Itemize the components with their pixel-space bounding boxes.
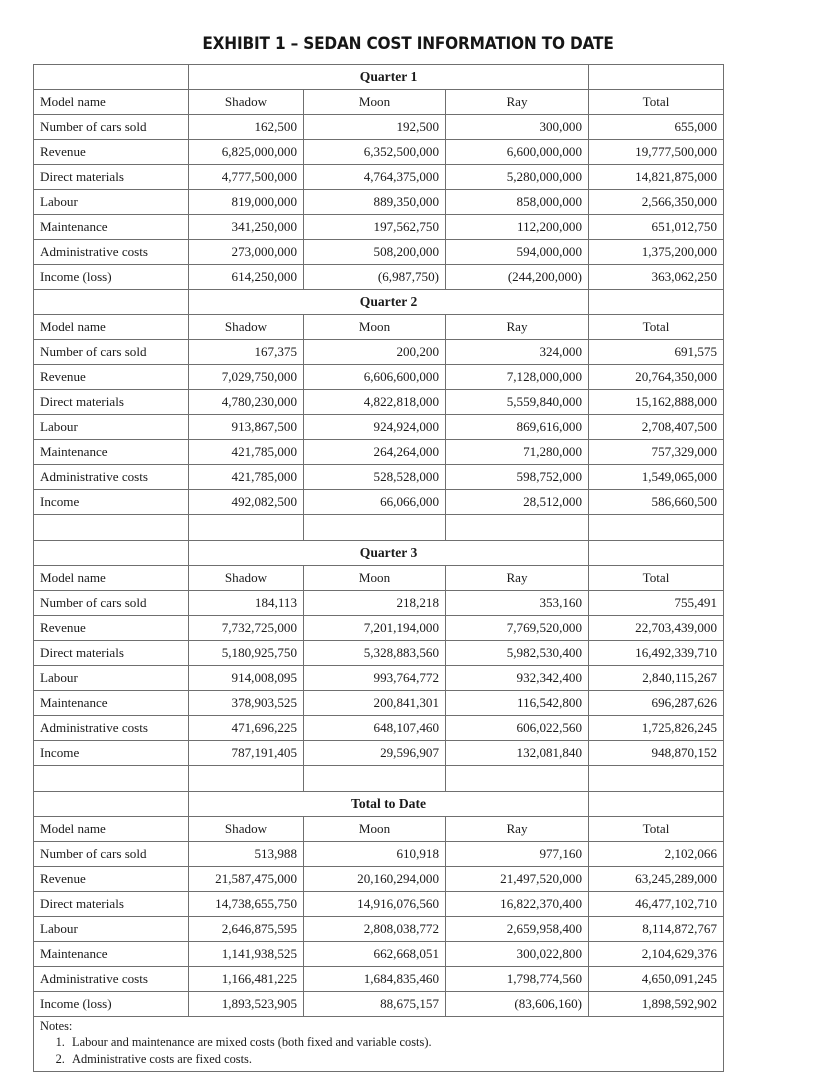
- cell-administrative-costs: 1,684,835,460: [304, 967, 446, 992]
- section-title: Quarter 2: [189, 290, 589, 315]
- row-label-direct-materials: Direct materials: [34, 641, 189, 666]
- table-row: [34, 666, 724, 691]
- cell-administrative-costs: 1,798,774,560: [446, 967, 589, 992]
- row-label-maintenance: Maintenance: [34, 440, 189, 465]
- row-label-income: Income (loss): [34, 992, 189, 1017]
- cell-cars-sold: 184,113: [189, 591, 304, 616]
- section-title-right-pad: [589, 541, 724, 566]
- cell-cars-sold: 324,000: [446, 340, 589, 365]
- cell-income: (6,987,750): [304, 265, 446, 290]
- cell-revenue: 20,160,294,000: [304, 867, 446, 892]
- cell-labour: 913,867,500: [189, 415, 304, 440]
- table-row: [34, 641, 724, 666]
- column-header-model-name: Model name: [34, 90, 189, 115]
- cell-income: 1,893,523,905: [189, 992, 304, 1017]
- cell-direct-materials: 5,180,925,750: [189, 641, 304, 666]
- cell-income: 492,082,500: [189, 490, 304, 515]
- section-title: Quarter 1: [189, 65, 589, 90]
- cell-direct-materials: 14,916,076,560: [304, 892, 446, 917]
- row-label-maintenance: Maintenance: [34, 215, 189, 240]
- cell-labour: 924,924,000: [304, 415, 446, 440]
- cell-maintenance: 71,280,000: [446, 440, 589, 465]
- cell-administrative-costs: 421,785,000: [189, 465, 304, 490]
- column-header-moon: Moon: [304, 817, 446, 842]
- cell-revenue: 6,825,000,000: [189, 140, 304, 165]
- cell-revenue: 7,732,725,000: [189, 616, 304, 641]
- table-row: [34, 867, 724, 892]
- cell-maintenance: 197,562,750: [304, 215, 446, 240]
- cell-income: 66,066,000: [304, 490, 446, 515]
- cell-labour: 2,566,350,000: [589, 190, 724, 215]
- cell-labour: 2,646,875,595: [189, 917, 304, 942]
- cell-cars-sold: 610,918: [304, 842, 446, 867]
- table-row: [34, 942, 724, 967]
- cell-labour: 2,659,958,400: [446, 917, 589, 942]
- column-header-model-name: Model name: [34, 817, 189, 842]
- cell-maintenance: 651,012,750: [589, 215, 724, 240]
- table-row: [34, 440, 724, 465]
- notes-list: [40, 1034, 717, 1067]
- cell-income: 29,596,907: [304, 741, 446, 766]
- spacer-cell: [189, 515, 304, 541]
- cell-cars-sold: 691,575: [589, 340, 724, 365]
- cell-direct-materials: 16,822,370,400: [446, 892, 589, 917]
- cell-cars-sold: 192,500: [304, 115, 446, 140]
- section-title-row: [34, 792, 724, 817]
- cell-income: 28,512,000: [446, 490, 589, 515]
- column-header-total: Total: [589, 90, 724, 115]
- row-label-administrative-costs: Administrative costs: [34, 240, 189, 265]
- table-row: [34, 165, 724, 190]
- row-label-maintenance: Maintenance: [34, 691, 189, 716]
- cell-revenue: 63,245,289,000: [589, 867, 724, 892]
- cell-direct-materials: 5,982,530,400: [446, 641, 589, 666]
- spacer-cell: [589, 766, 724, 792]
- table-row: [34, 390, 724, 415]
- row-label-labour: Labour: [34, 415, 189, 440]
- cell-revenue: 19,777,500,000: [589, 140, 724, 165]
- row-label-revenue: Revenue: [34, 616, 189, 641]
- column-header-model-name: Model name: [34, 315, 189, 340]
- cell-income: (244,200,000): [446, 265, 589, 290]
- table-row: [34, 340, 724, 365]
- row-label-income: Income (loss): [34, 265, 189, 290]
- cell-income: (83,606,160): [446, 992, 589, 1017]
- cell-revenue: 7,128,000,000: [446, 365, 589, 390]
- notes-row: [34, 1017, 724, 1072]
- cell-administrative-costs: 1,549,065,000: [589, 465, 724, 490]
- cell-administrative-costs: 606,022,560: [446, 716, 589, 741]
- table-row: [34, 465, 724, 490]
- cell-direct-materials: 4,822,818,000: [304, 390, 446, 415]
- note-item: 2. Administrative costs are fixed costs.: [68, 1051, 717, 1067]
- cell-direct-materials: 4,777,500,000: [189, 165, 304, 190]
- column-header-ray: Ray: [446, 90, 589, 115]
- column-header-moon: Moon: [304, 566, 446, 591]
- table-row: [34, 115, 724, 140]
- column-header-moon: Moon: [304, 90, 446, 115]
- cell-cars-sold: 977,160: [446, 842, 589, 867]
- row-label-revenue: Revenue: [34, 365, 189, 390]
- row-label-cars-sold: Number of cars sold: [34, 842, 189, 867]
- notes-heading: Notes:: [40, 1019, 73, 1033]
- section-title-left-pad: [34, 65, 189, 90]
- row-label-administrative-costs: Administrative costs: [34, 465, 189, 490]
- column-header-total: Total: [589, 566, 724, 591]
- section-title-right-pad: [589, 65, 724, 90]
- cell-cars-sold: 513,988: [189, 842, 304, 867]
- cell-income: 787,191,405: [189, 741, 304, 766]
- cell-administrative-costs: 4,650,091,245: [589, 967, 724, 992]
- notes-cell: [34, 1017, 724, 1072]
- cell-revenue: 6,352,500,000: [304, 140, 446, 165]
- spacer-cell: [34, 515, 189, 541]
- cell-administrative-costs: 528,528,000: [304, 465, 446, 490]
- column-header-row: [34, 566, 724, 591]
- table-row: [34, 140, 724, 165]
- cell-maintenance: 378,903,525: [189, 691, 304, 716]
- row-label-income: Income: [34, 490, 189, 515]
- row-label-direct-materials: Direct materials: [34, 892, 189, 917]
- row-label-cars-sold: Number of cars sold: [34, 591, 189, 616]
- column-header-shadow: Shadow: [189, 817, 304, 842]
- table-row: [34, 892, 724, 917]
- row-label-direct-materials: Direct materials: [34, 390, 189, 415]
- cell-administrative-costs: 273,000,000: [189, 240, 304, 265]
- spacer-cell: [589, 515, 724, 541]
- spacer-cell: [304, 766, 446, 792]
- cell-administrative-costs: 1,375,200,000: [589, 240, 724, 265]
- cell-cars-sold: 162,500: [189, 115, 304, 140]
- row-label-direct-materials: Direct materials: [34, 165, 189, 190]
- cell-direct-materials: 4,764,375,000: [304, 165, 446, 190]
- table-row: [34, 917, 724, 942]
- table-row: [34, 691, 724, 716]
- section-title: Total to Date: [189, 792, 589, 817]
- cell-cars-sold: 2,102,066: [589, 842, 724, 867]
- row-label-revenue: Revenue: [34, 867, 189, 892]
- cell-cars-sold: 218,218: [304, 591, 446, 616]
- column-header-row: [34, 90, 724, 115]
- cell-cars-sold: 755,491: [589, 591, 724, 616]
- cell-maintenance: 662,668,051: [304, 942, 446, 967]
- cell-revenue: 6,600,000,000: [446, 140, 589, 165]
- row-label-labour: Labour: [34, 917, 189, 942]
- section-title-row: [34, 65, 724, 90]
- table-row: [34, 415, 724, 440]
- row-label-maintenance: Maintenance: [34, 942, 189, 967]
- cell-maintenance: 2,104,629,376: [589, 942, 724, 967]
- cell-labour: 8,114,872,767: [589, 917, 724, 942]
- cell-labour: 2,808,038,772: [304, 917, 446, 942]
- cell-labour: 889,350,000: [304, 190, 446, 215]
- cell-labour: 914,008,095: [189, 666, 304, 691]
- cell-labour: 858,000,000: [446, 190, 589, 215]
- cell-administrative-costs: 1,166,481,225: [189, 967, 304, 992]
- cell-labour: 2,708,407,500: [589, 415, 724, 440]
- cell-maintenance: 300,022,800: [446, 942, 589, 967]
- spacer-cell: [446, 515, 589, 541]
- table-row: [34, 616, 724, 641]
- row-label-revenue: Revenue: [34, 140, 189, 165]
- row-label-cars-sold: Number of cars sold: [34, 115, 189, 140]
- cell-labour: 2,840,115,267: [589, 666, 724, 691]
- row-label-labour: Labour: [34, 666, 189, 691]
- cell-labour: 993,764,772: [304, 666, 446, 691]
- cell-income: 948,870,152: [589, 741, 724, 766]
- cell-revenue: 7,029,750,000: [189, 365, 304, 390]
- table-row: [34, 265, 724, 290]
- table-row: [34, 967, 724, 992]
- row-label-labour: Labour: [34, 190, 189, 215]
- cell-direct-materials: 5,328,883,560: [304, 641, 446, 666]
- spacer-cell: [34, 766, 189, 792]
- column-header-shadow: Shadow: [189, 315, 304, 340]
- cell-income: 88,675,157: [304, 992, 446, 1017]
- cell-direct-materials: 15,162,888,000: [589, 390, 724, 415]
- section-title-left-pad: [34, 541, 189, 566]
- cell-maintenance: 696,287,626: [589, 691, 724, 716]
- cell-revenue: 7,769,520,000: [446, 616, 589, 641]
- cell-revenue: 21,587,475,000: [189, 867, 304, 892]
- cell-administrative-costs: 598,752,000: [446, 465, 589, 490]
- cell-maintenance: 264,264,000: [304, 440, 446, 465]
- column-header-model-name: Model name: [34, 566, 189, 591]
- cell-labour: 819,000,000: [189, 190, 304, 215]
- table-row: [34, 716, 724, 741]
- cell-maintenance: 757,329,000: [589, 440, 724, 465]
- cell-cars-sold: 167,375: [189, 340, 304, 365]
- table-row: [34, 190, 724, 215]
- cell-direct-materials: 14,738,655,750: [189, 892, 304, 917]
- section-title-right-pad: [589, 290, 724, 315]
- cell-income: 1,898,592,902: [589, 992, 724, 1017]
- column-header-moon: Moon: [304, 315, 446, 340]
- cell-income: 614,250,000: [189, 265, 304, 290]
- cell-revenue: 22,703,439,000: [589, 616, 724, 641]
- cell-revenue: 7,201,194,000: [304, 616, 446, 641]
- cell-revenue: 6,606,600,000: [304, 365, 446, 390]
- cell-administrative-costs: 594,000,000: [446, 240, 589, 265]
- column-header-total: Total: [589, 315, 724, 340]
- cell-direct-materials: 14,821,875,000: [589, 165, 724, 190]
- section-title-row: [34, 290, 724, 315]
- table-row: [34, 842, 724, 867]
- spacer-cell: [189, 766, 304, 792]
- column-header-ray: Ray: [446, 817, 589, 842]
- cell-direct-materials: 5,559,840,000: [446, 390, 589, 415]
- column-header-row: [34, 315, 724, 340]
- table-row: [34, 215, 724, 240]
- row-label-administrative-costs: Administrative costs: [34, 967, 189, 992]
- column-header-total: Total: [589, 817, 724, 842]
- cell-administrative-costs: 471,696,225: [189, 716, 304, 741]
- table-row: [34, 741, 724, 766]
- table-row: [34, 992, 724, 1017]
- section-title-left-pad: [34, 290, 189, 315]
- row-label-cars-sold: Number of cars sold: [34, 340, 189, 365]
- cell-maintenance: 116,542,800: [446, 691, 589, 716]
- cut-off-text-above: [0, 0, 816, 8]
- note-item: 1. Labour and maintenance are mixed costs (both fixed and variable costs).: [68, 1034, 717, 1050]
- row-label-administrative-costs: Administrative costs: [34, 716, 189, 741]
- cell-maintenance: 200,841,301: [304, 691, 446, 716]
- column-header-shadow: Shadow: [189, 90, 304, 115]
- cell-labour: 869,616,000: [446, 415, 589, 440]
- exhibit-title: EXHIBIT 1 – SEDAN COST INFORMATION TO DATE: [202, 34, 614, 53]
- cell-maintenance: 1,141,938,525: [189, 942, 304, 967]
- exhibit-table-container: [33, 64, 723, 1072]
- table-row: [34, 591, 724, 616]
- section-title-row: [34, 541, 724, 566]
- spacer-cell: [446, 766, 589, 792]
- cell-cars-sold: 200,200: [304, 340, 446, 365]
- cell-cars-sold: 353,160: [446, 591, 589, 616]
- cell-revenue: 20,764,350,000: [589, 365, 724, 390]
- table-row: [34, 365, 724, 390]
- cell-maintenance: 421,785,000: [189, 440, 304, 465]
- cell-maintenance: 341,250,000: [189, 215, 304, 240]
- cell-income: 363,062,250: [589, 265, 724, 290]
- sedan-cost-table: [33, 64, 724, 1072]
- cell-labour: 932,342,400: [446, 666, 589, 691]
- table-row: [34, 490, 724, 515]
- column-header-row: [34, 817, 724, 842]
- cell-income: 132,081,840: [446, 741, 589, 766]
- section-title: Quarter 3: [189, 541, 589, 566]
- cell-direct-materials: 5,280,000,000: [446, 165, 589, 190]
- cell-administrative-costs: 508,200,000: [304, 240, 446, 265]
- table-row: [34, 240, 724, 265]
- row-label-income: Income: [34, 741, 189, 766]
- cell-revenue: 21,497,520,000: [446, 867, 589, 892]
- cell-administrative-costs: 648,107,460: [304, 716, 446, 741]
- cell-direct-materials: 16,492,339,710: [589, 641, 724, 666]
- section-title-left-pad: [34, 792, 189, 817]
- cell-income: 586,660,500: [589, 490, 724, 515]
- column-header-shadow: Shadow: [189, 566, 304, 591]
- cell-direct-materials: 4,780,230,000: [189, 390, 304, 415]
- exhibit-table-body: [34, 65, 724, 1072]
- cell-maintenance: 112,200,000: [446, 215, 589, 240]
- cell-direct-materials: 46,477,102,710: [589, 892, 724, 917]
- cell-cars-sold: 655,000: [589, 115, 724, 140]
- column-header-ray: Ray: [446, 566, 589, 591]
- cell-cars-sold: 300,000: [446, 115, 589, 140]
- cell-administrative-costs: 1,725,826,245: [589, 716, 724, 741]
- section-title-right-pad: [589, 792, 724, 817]
- spacer-row: [34, 515, 724, 541]
- spacer-row: [34, 766, 724, 792]
- column-header-ray: Ray: [446, 315, 589, 340]
- spacer-cell: [304, 515, 446, 541]
